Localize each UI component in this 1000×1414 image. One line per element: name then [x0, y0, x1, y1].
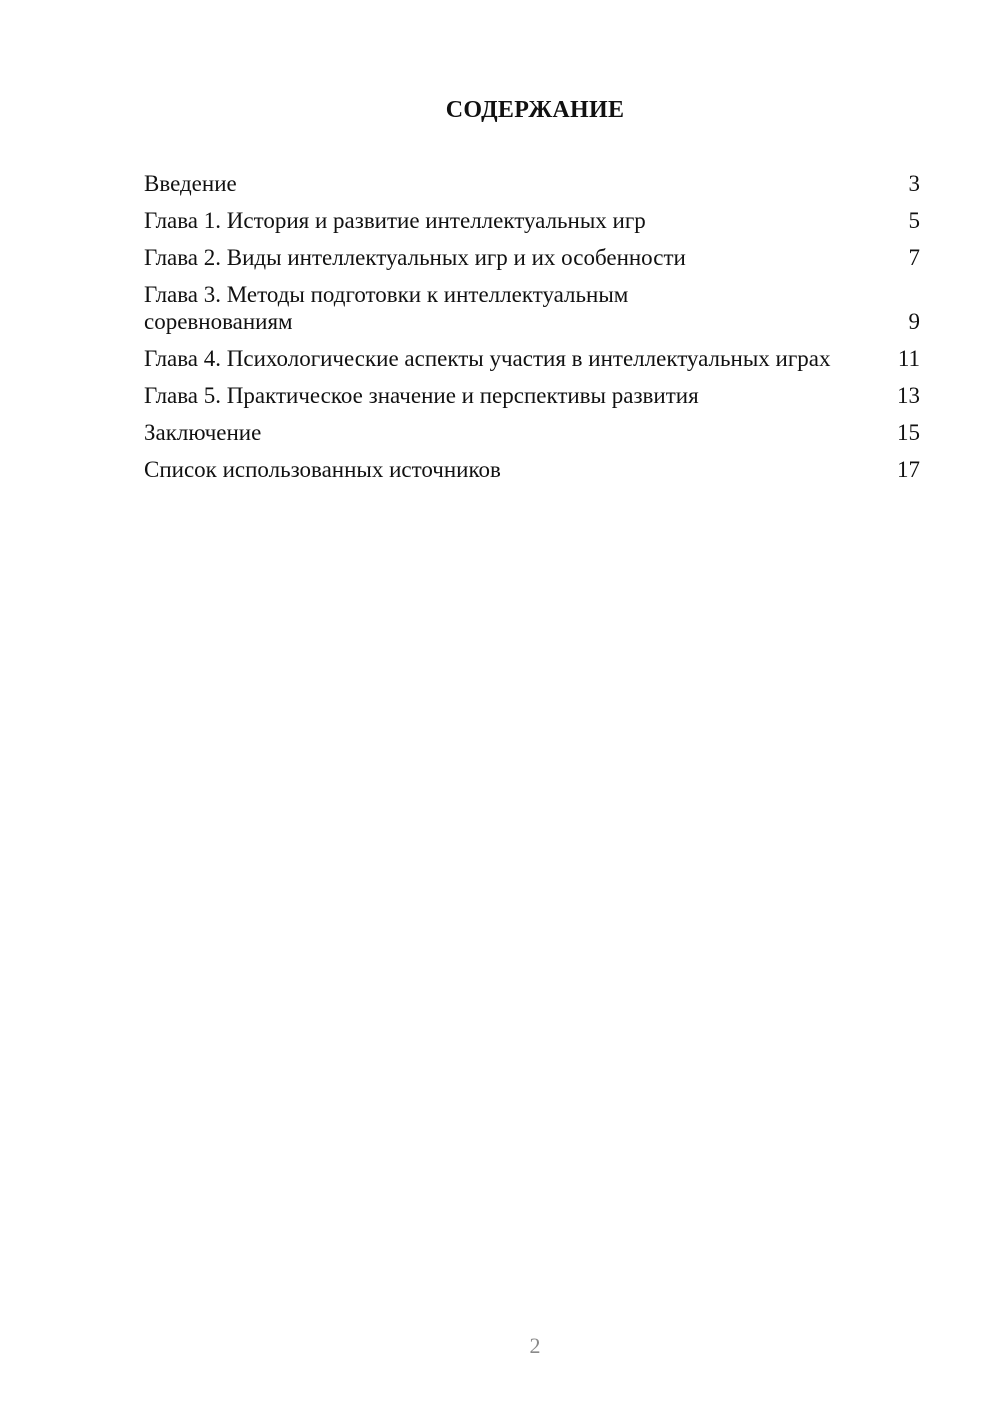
toc-entry-references: [144, 456, 920, 483]
toc-entry-title: Список использованных источников: [144, 457, 501, 482]
toc-entry-page: 15: [897, 420, 920, 445]
toc-entry-page: 13: [897, 383, 920, 408]
toc-entry-title: Введение: [144, 171, 237, 196]
toc-entry-title: Глава 2. Виды интеллектуальных игр и их особенности: [144, 245, 686, 270]
toc-entry-page: 17: [897, 457, 920, 482]
toc-entry-title: Глава 1. История и развитие интеллектуальных игр: [144, 208, 646, 233]
page-number: 2: [529, 1333, 541, 1358]
toc-entry-chapter-4: [144, 345, 920, 372]
toc-entry-conclusion: [144, 419, 920, 446]
toc-entry-chapter-2: [144, 244, 920, 271]
toc-entry-page: 7: [908, 245, 920, 270]
toc-entry-chapter-1: [144, 207, 920, 234]
toc-entry-title: Глава 4. Психологические аспекты участия в интеллектуальных играх: [144, 346, 831, 371]
toc-entry-chapter-5: [144, 382, 920, 409]
toc-entry-page: 3: [908, 171, 920, 196]
toc-entry-page: 9: [908, 309, 920, 334]
toc-entry-page: 11: [897, 346, 920, 371]
table-of-contents: [144, 170, 920, 493]
toc-entry-introduction: [144, 170, 920, 197]
toc-entry-chapter-3: [144, 281, 920, 335]
page-title: СОДЕРЖАНИЕ: [445, 97, 625, 123]
toc-entry-title: Заключение: [144, 420, 262, 445]
toc-entry-title: Глава 5. Практическое значение и перспективы развития: [144, 383, 699, 408]
toc-entry-title: Глава 3. Методы подготовки к интеллектуальным соревнованиям: [144, 282, 629, 334]
toc-entry-page: 5: [908, 208, 920, 233]
